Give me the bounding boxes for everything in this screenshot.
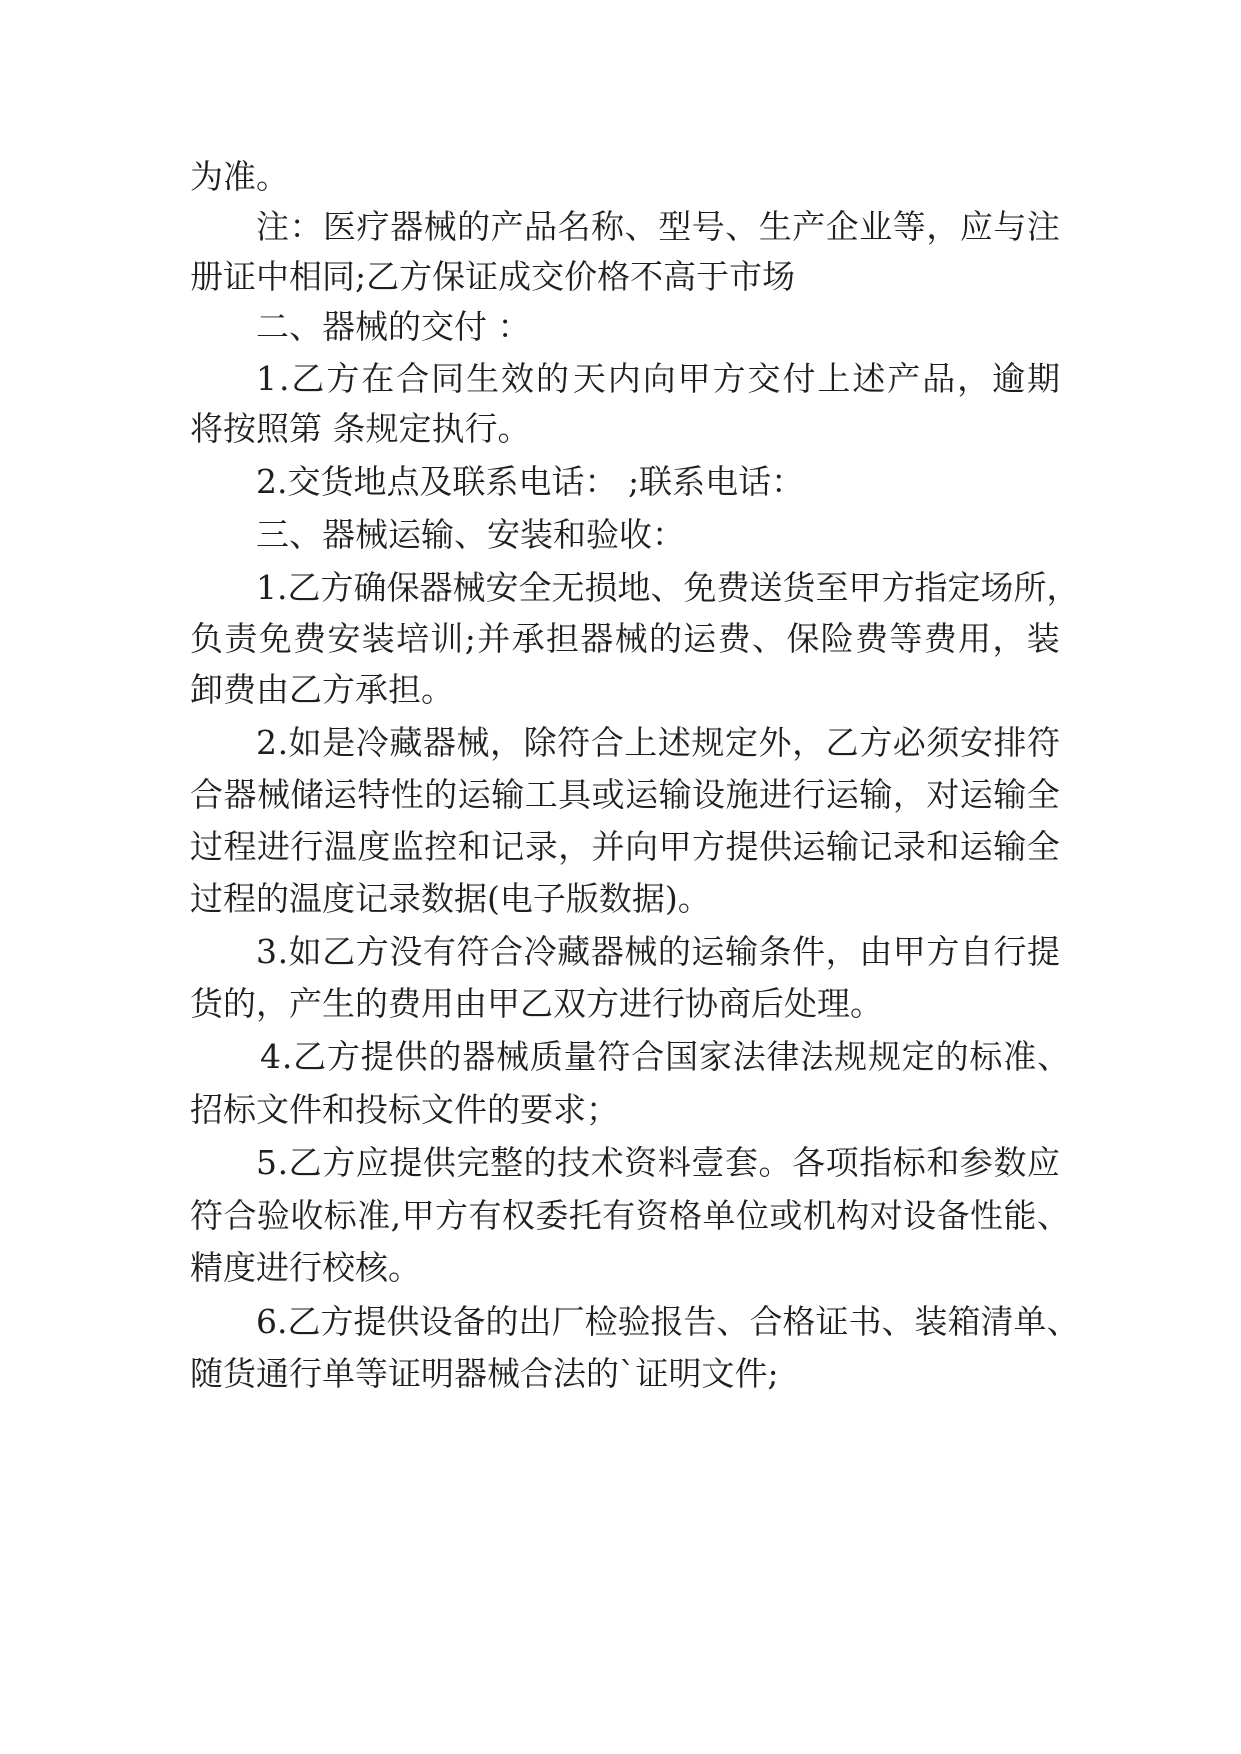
text-line: 合 器 械 储 运 特 性 的 运 输 工 具 或 运 输 设 施 进 行 运 输 ， 对 运 输 全 [190,775,1060,814]
text-line: 随货通行单等证明器械合法的`证明文件; [190,1354,779,1393]
text-line: 注 ： 医 疗 器 械 的 产 品 名 称 、 型 号 、 生 产 企 业 等 ， 应 与 注 [256,207,1060,246]
section-heading: 三、器械运输、安装和验收： [256,515,685,554]
text-line: 负 责 免 费 安 装 培 训 ; 并 承 担 器 械 的 运 费 、 保 险 费 等 费 用 ， 装 [190,619,1060,658]
text-line: 2 . 如 是 冷 藏 器 械 ， 除 符 合 上 述 规 定 外 ， 乙 方 必 须 安 排 符 [256,723,1060,762]
text-line: 过程的温度记录数据(电子版数据)。 [190,879,711,918]
text-line: 货的，产生的费用由甲乙双方进行协商后处理。 [190,984,883,1023]
text-line: 5 . 乙 方 应 提 供 完 整 的 技 术 资 料 壹 套 。 各 项 指 标 和 参 数 应 [256,1143,1060,1182]
text-line: 1 . 乙 方 确 保 器 械 安 全 无 损 地 、 免 费 送 货 至 甲 方 指 定 场 所 ， [256,568,1080,607]
text-line: 将按照第 条规定执行。 [190,409,531,448]
text-line: 2.交货地点及联系电话： ;联系电话： [256,462,805,501]
text-line: 招标文件和投标文件的要求； [190,1090,619,1129]
section-heading: 二、器械的交付 ： [256,307,531,346]
text-line: 卸费由乙方承担。 [190,670,454,709]
text-line: 3 . 如 乙 方 没 有 符 合 冷 藏 器 械 的 运 输 条 件 ， 由 甲 方 自 行 提 [256,932,1060,971]
text-line: 4 . 乙 方 提 供 的 器 械 质 量 符 合 国 家 法 律 法 规 规 定 的 标 准 、 [260,1037,1070,1076]
text-line: 过 程 进 行 温 度 监 控 和 记 录 ， 并 向 甲 方 提 供 运 输 记 录 和 运 输 全 [190,827,1060,866]
text-line: 1 . 乙 方 在 合 同 生 效 的 天 内 向 甲 方 交 付 上 述 产 品 ， 逾 期 [256,359,1060,398]
text-line: 6 . 乙 方 提 供 设 备 的 出 厂 检 验 报 告 、 合 格 证 书 、 装 箱 清 单 、 [256,1302,1080,1341]
text-line: 精度进行校核。 [190,1248,421,1287]
text-line: 为准。 [190,157,289,196]
text-line: 册证中相同;乙方保证成交价格不高于市场 [190,257,796,296]
text-line: 符 合 验 收 标 准 , 甲 方 有 权 委 托 有 资 格 单 位 或 机 构 对 设 备 性 能 、 [190,1196,1070,1235]
